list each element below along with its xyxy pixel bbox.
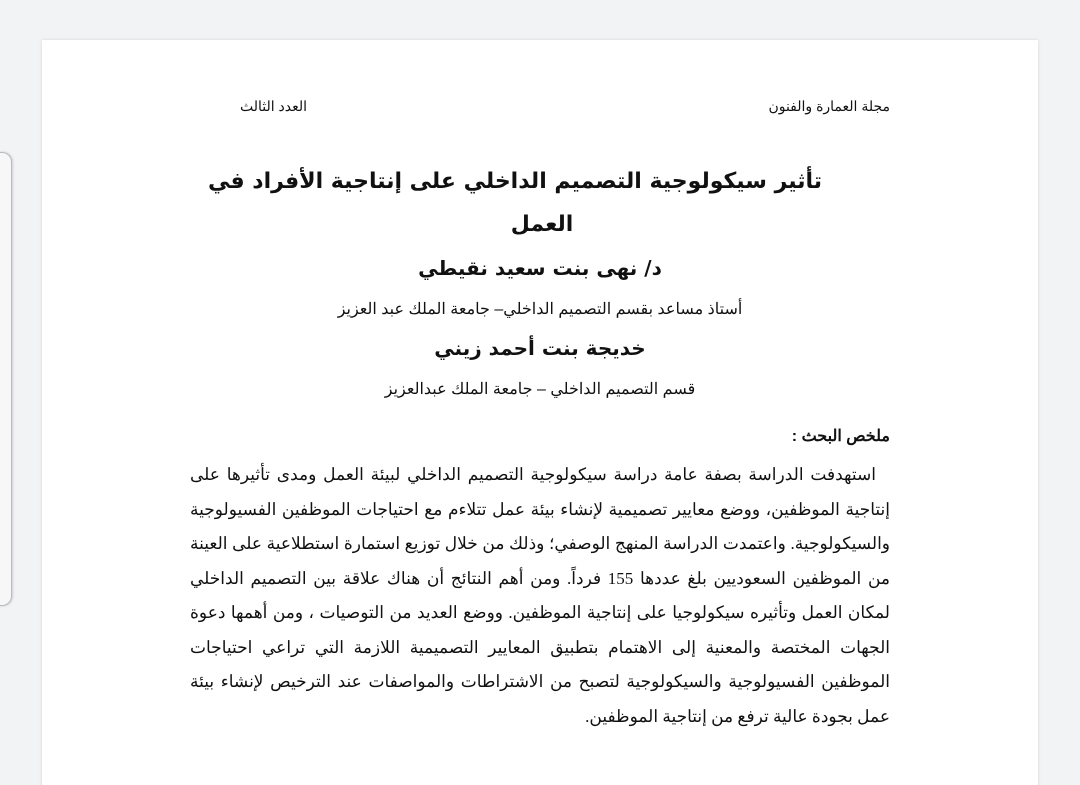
document-page — [42, 40, 1038, 785]
abstract-body: استهدفت الدراسة بصفة عامة دراسة سيكولوجية التصميم الداخلي لبيئة العمل ومدى تأثيرها على إنتاجية الموظفين، ووضع معايير تصميمية لإنشاء بيئة عمل تتلاءم مع احتياجات الموظفين الفسيولوجية والسيكولوجية. واعتمدت الدراسة المنهج الوصفي؛ وذلك من خلال توزيع استمارة استطلاعية على العينة من الموظفين السعوديين بلغ عددها 155 فرداً. ومن أهم النتائج أن هناك علاقة بين التصميم الداخلي لمكان العمل وتأثيره سيكولوجيا على إنتاجية الموظفين. ووضع العديد من التوصيات ، ومن أهمها دعوة الجهات المختصة والمعنية إلى الاهتمام بتطبيق المعايير التصميمية اللازمة التي تراعي احتياجات الموظفين الفسيولوجية والسيكولوجية لتصبح من الاشتراطات والمواصفات عند الترخيص لإنشاء بيئة عمل بجودة عالية ترفع من إنتاجية الموظفين. — [190, 465, 890, 726]
paper-title-line-1: تأثير سيكولوجية التصميم الداخلي على إنتاجية الأفراد في — [207, 169, 823, 194]
paper-title — [190, 160, 890, 246]
journal-name: مجلة العمارة والفنون — [768, 98, 890, 114]
running-header — [190, 98, 890, 120]
author-affiliation-1: أستاذ مساعد بقسم التصميم الداخلي– جامعة الملك عبد العزيز — [337, 301, 743, 318]
sidebar-toggle-tab[interactable] — [0, 152, 12, 606]
paper-title-line-2: العمل — [510, 212, 574, 237]
author-affiliation-2: قسم التصميم الداخلي – جامعة الملك عبدالعزيز — [384, 381, 696, 398]
author-name-1: د/ نهى بنت سعيد نقيطي — [418, 256, 662, 280]
abstract-heading: ملخص البحث : — [791, 428, 890, 445]
author-name-2: خديجة بنت أحمد زيني — [434, 336, 646, 360]
issue-number: العدد الثالث — [240, 98, 308, 114]
